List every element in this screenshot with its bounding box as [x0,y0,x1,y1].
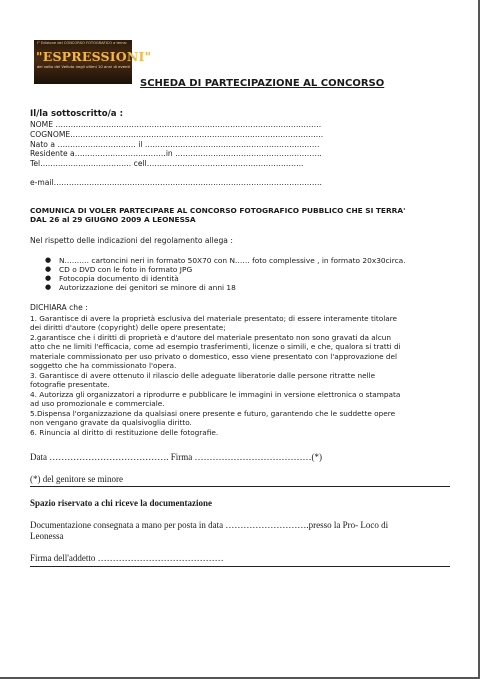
dichiara-line: fotografie presentate. [30,380,110,389]
reserved-heading: Spazio riservato a chi riceve la documentazione [30,498,212,508]
dichiara-line: 1. Garantisce di avere la proprietà esclusiva del materiale presentato; di essere interamente titolare [30,314,398,323]
allega-item: N.……… cartoncini neri in formato 50X70 con N…… foto complessive , in formato 20x30circa. [59,256,406,265]
document-title: SCHEDA DI PARTECIPAZIONE AL CONCORSO [140,78,385,89]
logo-main-text: "ESPRESSIONI" [36,49,152,64]
contest-logo [34,40,152,84]
divider [30,566,450,567]
divider [30,486,450,487]
allega-item: Fotocopia documento di identità [59,274,179,283]
allega-item: Autorizzazione dei genitori se minore di anni 18 [59,283,236,292]
dichiara-line: 5.Dispensa l'organizzazione da qualsiasi onere presente e futuro, garantendo che le suddette opere [30,409,396,418]
dichiara-line: materiale commissionato per uso privato o domestico, esso viene presentato con l'approvazione del [30,352,398,361]
dichiara-line: 6. Rinuncia al diritto di restituzione delle fotografie. [30,428,219,437]
bullet-icon: ● [45,265,52,273]
field-email: e-mail……………………………………………………………………………………………. [30,178,322,187]
firma-addetto: Firma dell'addetto …………………………………… [30,553,224,563]
dichiara-line: non vengano gravate da qualsivoglia diritto. [30,418,192,427]
communica-line-1: COMUNICA DI VOLER PARTECIPARE AL CONCORSO FOTOGRAFICO PUBBLICO CHE SI TERRA' [30,206,406,215]
field-nome: NOME …………………………………………………………………………………………… [30,120,322,129]
bullet-icon: ● [45,283,52,291]
field-tel: Tel……………………………… cell…………………………………………………….. [30,159,304,168]
reserved-line-2: Leonessa [30,531,64,541]
bullet-icon: ● [45,256,52,264]
dichiara-line: 2.garantisce che i diritti di proprietà e d'autore del materiale presentato non sono gravati da alcun [30,333,392,342]
dichiara-line: dei diritti d'autore (copyright) delle opere presentate; [30,323,226,332]
field-residente: Residente a………………………………in …………………………………………………. [30,149,322,158]
form-heading: Il/la sottoscritto/a : [30,109,124,119]
dichiara-heading: DICHIARA che : [30,303,88,312]
field-nato: Nato a …………………………. il …………………………………………………………… [30,140,320,149]
dichiara-line: atto che ne limiti l'efficacia, come ad esempio trasferimenti, licenze o simili, e che, qualora si tratti di [30,342,401,351]
logo-top-text: I° Edizione del CONCORSO FOTOGRAFICO a tema: [37,41,128,45]
dichiara-line: 4. Autorizza gli organizzatori a riprodurre e pubblicare le immagini in versione elettronica o stampata [30,390,401,399]
communica-line-2: DAL 26 al 29 GIUGNO 2009 A LEONESSA [30,215,196,224]
logo-sub-text: del volto del Velluto negli ultimi 10 anni di eventi [36,64,130,69]
allega-item: CD o DVD con le foto in formato JPG [59,265,193,274]
field-cognome: COGNOME………………………………………………………………………………………. [30,130,324,139]
data-firma-line: Data …………………………………. Firma …………………………………(*) [30,452,322,462]
allega-intro: Nel rispetto delle indicazioni del regolamento allega : [30,236,233,245]
dichiara-line: soggetto che ha commissionato l'opera. [30,361,177,370]
dichiara-line: 3. Garantisce di avere ottenuto il rilascio delle adeguate liberatorie dalle persone ritratte nelle [30,371,376,380]
bullet-icon: ● [45,274,52,282]
dichiara-line: ad uso promozionale e commerciale. [30,399,165,408]
reserved-line-1: Documentazione consegnata a mano per posta in data ……………………….presso la Pro- Loco di [30,520,389,530]
minor-note: (*) del genitore se minore [30,474,123,484]
